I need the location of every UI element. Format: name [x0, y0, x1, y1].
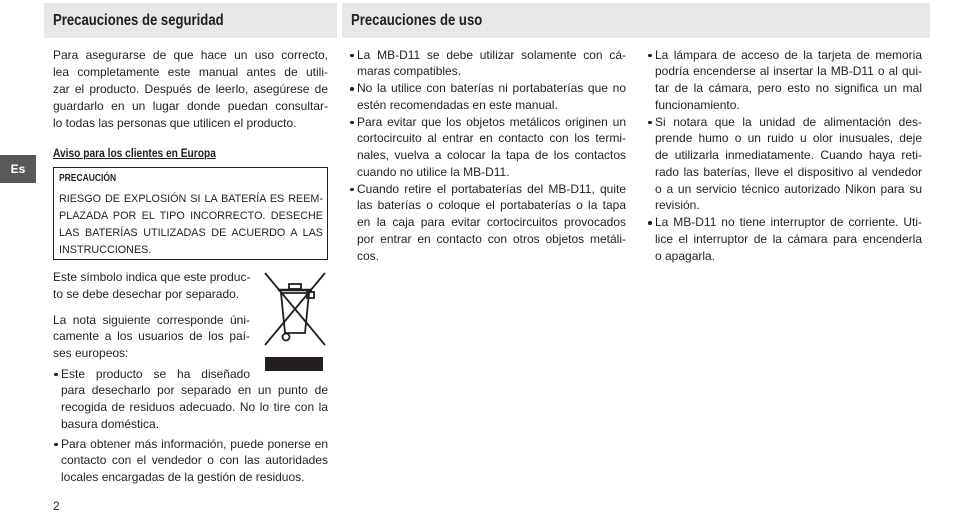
text-line: Si notara que la unidad de alimentación des- — [655, 114, 922, 129]
language-tab: Es — [0, 155, 36, 183]
text-line: INSTRUCCIONES. — [59, 244, 152, 256]
notice-heading: Aviso para los clientes en Europa — [53, 146, 216, 160]
text-line: de utilizarla inmediatamente. Cuando haya reti- — [655, 148, 922, 163]
bin-lid-handle — [289, 284, 301, 289]
usage-list-item — [357, 181, 626, 265]
usage-list-item — [357, 80, 626, 114]
text-line: No la utilice con baterías ni portabaterías que no — [357, 81, 626, 96]
safety-intro-paragraph — [53, 47, 328, 132]
text-line: Para asegurarse de que hace un uso correcto, — [53, 47, 328, 62]
text-line: La nota siguiente corresponde úni- — [53, 312, 250, 327]
text-line: locales encargadas de la gestión de residuos. — [61, 470, 305, 484]
text-line: maras compatibles. — [357, 64, 462, 79]
page-number: 2 — [53, 499, 60, 513]
text-line: zar el producto. Después de leerlo, asegúrese de — [53, 81, 328, 96]
bullet-marker — [54, 443, 58, 447]
text-line: tar de la cámara, pero esto no significa un mal — [655, 81, 922, 96]
usage-list-item — [357, 47, 626, 81]
text-line: La MB-D11 no tiene interruptor de corriente. Uti- — [655, 215, 922, 230]
usage-list-item — [655, 114, 922, 215]
bullet-marker — [648, 54, 652, 58]
text-line: PLAZADA POR EL TIPO INCORRECTO. DESECHE — [59, 210, 323, 222]
usage-list-item — [655, 214, 922, 264]
text-line: to se debe desechar por separado. — [53, 286, 240, 301]
text-line: funcionamiento. — [655, 97, 740, 112]
weee-bar — [265, 357, 323, 371]
text-line: o a un servicio técnico autorizado Nikon para su — [655, 181, 922, 196]
text-line: para desecharlo por separado en un punto de — [61, 383, 328, 398]
usage-header-bar — [342, 3, 930, 38]
disposal-list — [61, 366, 328, 486]
text-line: las baterías o coloque el portabaterías o la tapa — [357, 198, 626, 213]
weee-symbol-note — [53, 269, 251, 303]
crossed-out-wheelie-bin-icon — [262, 270, 328, 374]
text-line: nales, vuelva a colocar la tapa de los contactos — [357, 148, 626, 163]
text-line: en la caja para evitar cortocircuitos provocados — [357, 215, 626, 230]
text-line: o apagarla. — [655, 248, 716, 263]
bin-body — [281, 293, 309, 333]
text-line: lea completamente este manual antes de utili- — [53, 64, 328, 79]
disposal-list-item — [61, 366, 328, 433]
text-line: cos. — [357, 248, 380, 263]
notice-heading-row — [53, 146, 245, 160]
safety-header-bar — [44, 3, 337, 38]
text-line: revisión. — [655, 198, 700, 213]
bullet-marker — [648, 221, 652, 225]
text-line: La lámpara de acceso de la tarjeta de memoria — [655, 47, 922, 62]
safety-section-title: Precauciones de seguridad — [53, 12, 224, 29]
caution-title: PRECAUCIÓN — [59, 173, 117, 184]
text-line: cortocircuito al entrar en contacto con los termi- — [357, 131, 626, 146]
text-line: estén recomendadas en este manual. — [357, 97, 558, 112]
bullet-marker — [648, 121, 652, 125]
disposal-list-item — [61, 436, 328, 486]
text-line: ses europeos: — [53, 346, 129, 360]
bullet-marker — [350, 54, 354, 58]
usage-column-1 — [357, 47, 626, 265]
text-line: rado las baterías, lleve el dispositivo al vendedor — [655, 164, 922, 179]
text-line: Para obtener más información, puede ponerse en — [61, 436, 328, 451]
bullet-marker — [350, 87, 354, 91]
usage-list-item — [357, 114, 626, 181]
text-line: La MB-D11 se debe utilizar solamente con cá- — [357, 47, 626, 62]
text-line: Este símbolo indica que este produc- — [53, 269, 251, 284]
caution-text — [59, 191, 323, 259]
text-line: contacto con el vendedor o con las autoridades — [61, 453, 328, 468]
bin-wheel — [283, 334, 290, 341]
caution-box — [53, 167, 328, 260]
bullet-marker — [54, 373, 58, 377]
text-line: prende humo o un ruido u olor inusuales, deje — [655, 131, 922, 146]
eu-users-note — [53, 312, 250, 362]
text-line: Cuando retire el portabaterías del MB-D11, quite — [357, 181, 626, 196]
usage-column-2 — [655, 47, 922, 265]
text-line: Este producto se ha diseñado — [61, 366, 250, 381]
text-line: cuando no utilice la MB-D11. — [357, 164, 510, 179]
bin-outline — [265, 273, 325, 345]
text-line: recogida de residuos adecuado. No lo tire con la — [61, 400, 328, 414]
text-line: LAS BATERÍAS UTILIZADAS DE ACUERDO A LAS — [59, 227, 323, 239]
text-line: RIESGO DE EXPLOSIÓN SI LA BATERÍA ES REEM- — [59, 193, 323, 205]
text-line: Para evitar que los objetos metálicos originen un — [357, 114, 626, 129]
text-line: lice el interruptor de la cámara para encenderla — [655, 231, 922, 246]
text-line: por entrar en contacto con otros objetos metáli- — [357, 231, 626, 246]
text-line: camente a los usuarios de los paí- — [53, 329, 250, 344]
text-line: lo todas las personas que utilicen el producto. — [53, 115, 297, 130]
text-line: basura doméstica. — [61, 416, 160, 431]
bullet-marker — [350, 188, 354, 192]
text-line: guardarlo en un lugar donde puedan consultar- — [53, 98, 328, 113]
text-line: podría encenderse al insertar la MB-D11 o al qui- — [655, 64, 922, 79]
usage-section-title: Precauciones de uso — [351, 12, 483, 29]
usage-list-item — [655, 47, 922, 114]
bullet-marker — [350, 121, 354, 125]
